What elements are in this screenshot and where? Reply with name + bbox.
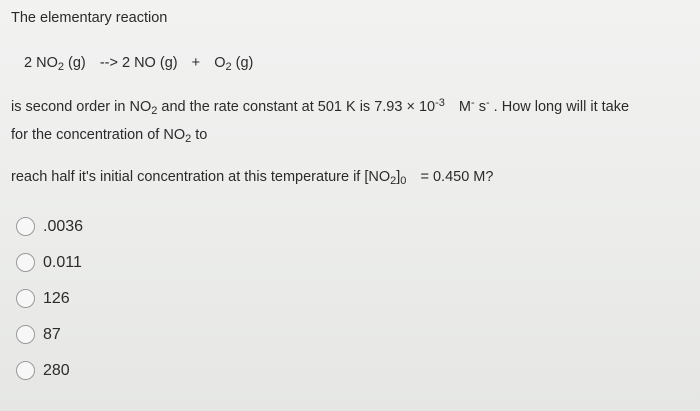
initial-subscript: 0: [400, 175, 407, 187]
reaction-coef-right: 2: [121, 55, 131, 71]
no2-subscript-3: 2: [390, 175, 397, 187]
option-label: 280: [43, 361, 70, 379]
answer-option-1[interactable]: [16, 217, 83, 236]
radio-button-icon[interactable]: [16, 361, 35, 380]
radio-button-icon[interactable]: [16, 253, 35, 272]
exponent: -3: [435, 97, 445, 109]
radio-button-icon[interactable]: [16, 217, 35, 236]
rate-units: M- s-: [458, 97, 490, 115]
option-label: 126: [43, 289, 70, 307]
reaction-product2-sub: 2: [225, 61, 232, 73]
radio-button-icon[interactable]: [16, 325, 35, 344]
reaction-arrow: -->: [99, 55, 118, 71]
answer-option-3[interactable]: [16, 289, 70, 308]
reaction-reactant-state: (g): [68, 55, 86, 71]
reaction-reactant: $NO_2$: [36, 55, 64, 73]
option-label: .0036: [43, 217, 84, 235]
reaction-equation: [24, 55, 253, 73]
question-line-2: for the concentration of $NO_2$ to: [11, 127, 208, 145]
reaction-reactant-sub: 2: [57, 61, 64, 73]
reaction-product2-state: (g): [235, 55, 254, 71]
question-line-3: reach half it's initial concentration at this temperature if $[NO_2]_0 = 0.450$ M?: [11, 169, 494, 187]
no2-subscript: 2: [151, 105, 158, 117]
reaction-product1-state: (g): [159, 55, 178, 71]
reaction-coef-left: 2: [24, 55, 33, 71]
rate-constant: 501 K is $7.93 \times 10^{-3}$: [317, 97, 445, 115]
question-title: The elementary reaction: [11, 10, 168, 26]
question-line-1: is second order in $NO_2$ and the rate constant at 501 K is $7.93 \times 10^{-3}$ M- s- . How long will it take: [11, 97, 630, 117]
option-label: 87: [43, 325, 61, 343]
answer-option-2[interactable]: [16, 253, 82, 272]
option-label: 0.011: [43, 253, 82, 271]
reaction-product1: NO: [134, 55, 156, 71]
radio-button-icon[interactable]: [16, 289, 35, 308]
answer-option-5[interactable]: [16, 361, 70, 380]
reaction-product2: $O_2$: [214, 55, 232, 73]
no2-subscript-2: 2: [185, 133, 192, 145]
reaction-plus: +: [191, 55, 201, 71]
answer-option-4[interactable]: [16, 325, 61, 344]
